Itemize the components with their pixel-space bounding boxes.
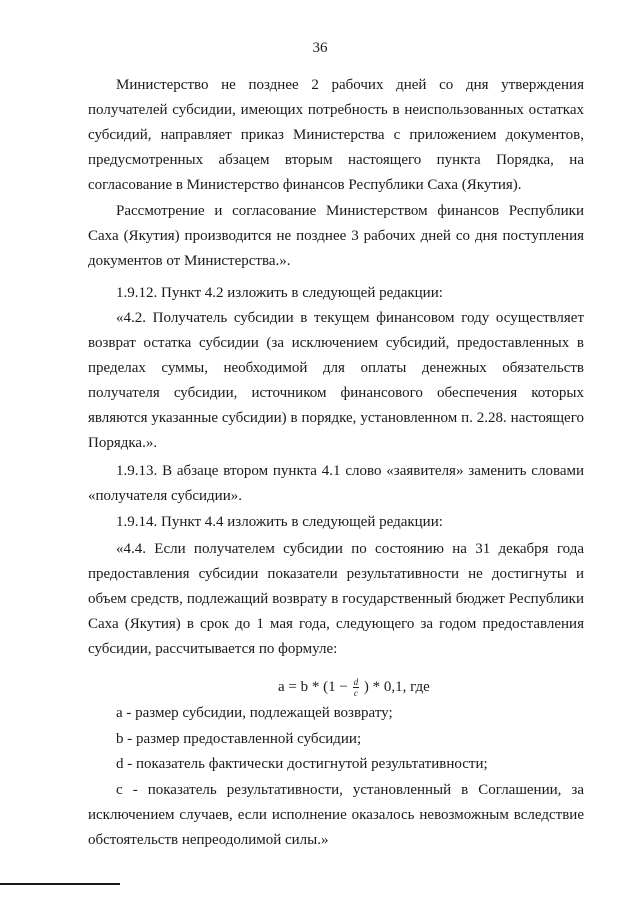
formula-denominator: c xyxy=(353,688,358,699)
footer-rule xyxy=(0,883,120,885)
page-number: 36 xyxy=(312,40,328,56)
definition-c: c - показатель результативности, установленный в Соглашении, за исключением случаев, если исполнение оказалось невозможным вследствие обстоятельств непреодолимой силы.» xyxy=(88,782,584,848)
formula-numerator: d xyxy=(353,677,359,688)
formula-fraction xyxy=(353,677,360,698)
definition-a: a - размер субсидии, подлежащей возврату; xyxy=(116,705,393,721)
formula-rhs: ) * 0,1, где xyxy=(363,679,430,695)
paragraph-ministry-deadline: Министерство не позднее 2 рабочих дней со дня утверждения получателей субсидии, имеющих потребность в неиспользованных остатках субсидий, направляет приказ Министерства с приложением документов, предусмотренных абзацем вторым настоящего пункта Порядка, на согласование в Министерство финансов Республики Саха (Якутия). xyxy=(88,77,584,193)
paragraph-amend-4-1: 1.9.13. В абзаце втором пункта 4.1 слово «заявителя» заменить словами «получателя субсидии». xyxy=(88,463,584,504)
paragraph-amend-4-2: 1.9.12. Пункт 4.2 изложить в следующей редакции: xyxy=(116,285,443,301)
paragraph-clause-4-2: «4.2. Получатель субсидии в текущем финансовом году осуществляет возврат остатка субсидии (за исключением субсидий, предоставленных в пределах суммы, необходимой для оплаты денежных обязательств получателя субсидии, источником финансового обеспечения которых являются указанные субсидии) в порядке, установленном п. 2.28. настоящего Порядка.». xyxy=(88,310,584,451)
refund-formula xyxy=(278,676,498,698)
formula-lhs: a = b * (1 − xyxy=(278,679,348,695)
paragraph-review-approval: Рассмотрение и согласование Министерством финансов Республики Саха (Якутия) производится не позднее 3 рабочих дней со дня поступления документов от Министерства.». xyxy=(88,203,584,269)
definition-b: b - размер предоставленной субсидии; xyxy=(116,731,362,747)
paragraph-clause-4-4: «4.4. Если получателем субсидии по состоянию на 31 декабря года предоставления субсидии показатели результативности не достигнуты и объем средств, подлежащий возврату в государственный бюджет Республики Саха (Якутия) в срок до 1 мая года, следующего за годом предоставления субсидии, рассчитывается по формуле: xyxy=(88,541,584,657)
paragraph-amend-4-4: 1.9.14. Пункт 4.4 изложить в следующей редакции: xyxy=(116,514,443,530)
definition-d: d - показатель фактически достигнутой результативности; xyxy=(116,756,488,772)
